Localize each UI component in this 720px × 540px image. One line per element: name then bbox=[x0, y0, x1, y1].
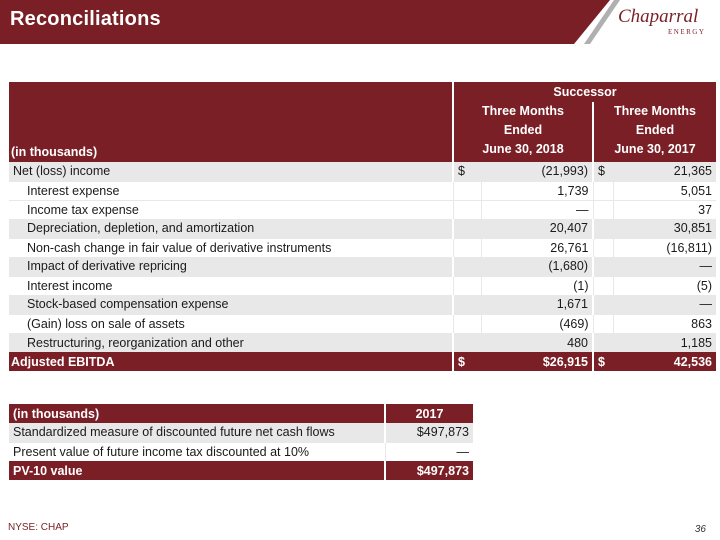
dollar-sign bbox=[453, 333, 481, 352]
column-header-2018-line1: Three Months bbox=[482, 104, 564, 118]
pv10-reconciliation-table bbox=[9, 404, 473, 480]
dollar-sign: $ bbox=[593, 352, 613, 371]
dollar-sign: $ bbox=[453, 352, 481, 371]
dollar-sign bbox=[593, 276, 613, 295]
row-label: Interest expense bbox=[9, 181, 453, 200]
value-2018: 480 bbox=[481, 333, 593, 352]
column-header-2017-line1: Three Months bbox=[614, 104, 696, 118]
value-2018: 20,407 bbox=[481, 219, 593, 238]
value-2017: 1,185 bbox=[613, 333, 716, 352]
dollar-sign bbox=[453, 219, 481, 238]
dollar-sign bbox=[453, 181, 481, 200]
row-label: Net (loss) income bbox=[9, 162, 453, 181]
total-value: $497,873 bbox=[385, 461, 473, 480]
dollar-sign bbox=[593, 257, 613, 276]
dollar-sign bbox=[453, 257, 481, 276]
row-label: Impact of derivative repricing bbox=[9, 257, 453, 276]
units-label: (in thousands) bbox=[9, 404, 385, 423]
table-header-row bbox=[9, 404, 473, 423]
row-label: Depreciation, depletion, and amortization bbox=[9, 219, 453, 238]
value-2017: 863 bbox=[613, 314, 716, 333]
table-row bbox=[9, 181, 716, 200]
table-row bbox=[9, 257, 716, 276]
slide-title: Reconciliations bbox=[10, 8, 161, 30]
ebitda-reconciliation-table bbox=[9, 82, 716, 371]
units-label: (in thousands) bbox=[9, 102, 453, 162]
page-number: 36 bbox=[694, 524, 706, 535]
dollar-sign bbox=[453, 276, 481, 295]
dollar-sign bbox=[593, 314, 613, 333]
table-total-row bbox=[9, 461, 473, 480]
dollar-sign bbox=[593, 238, 613, 257]
table-row bbox=[9, 295, 716, 314]
dollar-sign bbox=[593, 333, 613, 352]
dollar-sign bbox=[453, 295, 481, 314]
dollar-sign bbox=[593, 219, 613, 238]
column-header-2018-line3: June 30, 2018 bbox=[482, 142, 564, 156]
dollar-sign bbox=[593, 295, 613, 314]
column-header-2018-line2: Ended bbox=[503, 123, 543, 137]
ticker-label: NYSE: CHAP bbox=[8, 522, 69, 533]
column-header-2017 bbox=[593, 102, 716, 162]
table-row bbox=[9, 333, 716, 352]
dollar-sign bbox=[453, 200, 481, 219]
value-2018: (21,993) bbox=[481, 162, 593, 181]
value-2017: (16,811) bbox=[613, 238, 716, 257]
row-label: Income tax expense bbox=[9, 200, 453, 219]
value-2017: — bbox=[613, 295, 716, 314]
table-row bbox=[9, 276, 716, 295]
table-row bbox=[9, 162, 716, 181]
value-2017: — bbox=[613, 257, 716, 276]
company-logo: Chaparral bbox=[618, 6, 699, 27]
row-value: $497,873 bbox=[385, 423, 473, 442]
value-2017: 30,851 bbox=[613, 219, 716, 238]
dollar-sign bbox=[593, 200, 613, 219]
row-value: — bbox=[385, 442, 473, 461]
dollar-sign bbox=[453, 238, 481, 257]
value-2017: 21,365 bbox=[613, 162, 716, 181]
row-label: Interest income bbox=[9, 276, 453, 295]
value-2017: (5) bbox=[613, 276, 716, 295]
row-label: Present value of future income tax discounted at 10% bbox=[9, 442, 385, 461]
table-row bbox=[9, 238, 716, 257]
column-header-2017-line3: June 30, 2017 bbox=[614, 142, 696, 156]
total-label: PV-10 value bbox=[9, 461, 385, 480]
table-column-header-row bbox=[9, 102, 716, 162]
value-2018: — bbox=[481, 200, 593, 219]
table-header-row bbox=[9, 82, 716, 102]
table-row bbox=[9, 314, 716, 333]
total-value-2018: $26,915 bbox=[481, 352, 593, 371]
table-row bbox=[9, 219, 716, 238]
row-label: Restructuring, reorganization and other bbox=[9, 333, 453, 352]
table-row bbox=[9, 442, 473, 461]
successor-header: Successor bbox=[453, 82, 716, 102]
value-2018: 1,739 bbox=[481, 181, 593, 200]
table-row bbox=[9, 200, 716, 219]
total-value-2017: 42,536 bbox=[613, 352, 716, 371]
value-2017: 37 bbox=[613, 200, 716, 219]
value-2018: (1,680) bbox=[481, 257, 593, 276]
row-label: (Gain) loss on sale of assets bbox=[9, 314, 453, 333]
company-logo-subtitle: ENERGY bbox=[668, 28, 706, 36]
dollar-sign bbox=[593, 181, 613, 200]
row-label: Standardized measure of discounted future net cash flows bbox=[9, 423, 385, 442]
value-2018: 1,671 bbox=[481, 295, 593, 314]
dollar-sign: $ bbox=[593, 162, 613, 181]
dollar-sign bbox=[453, 314, 481, 333]
value-2018: (469) bbox=[481, 314, 593, 333]
table-total-row bbox=[9, 352, 716, 371]
column-header-2018 bbox=[453, 102, 593, 162]
total-label: Adjusted EBITDA bbox=[9, 352, 453, 371]
column-header-2017-line2: Ended bbox=[635, 123, 675, 137]
dollar-sign: $ bbox=[453, 162, 481, 181]
table-row bbox=[9, 423, 473, 442]
value-2018: (1) bbox=[481, 276, 593, 295]
value-2017: 5,051 bbox=[613, 181, 716, 200]
year-header: 2017 bbox=[385, 404, 473, 423]
value-2018: 26,761 bbox=[481, 238, 593, 257]
row-label: Stock-based compensation expense bbox=[9, 295, 453, 314]
row-label: Non-cash change in fair value of derivative instruments bbox=[9, 238, 453, 257]
